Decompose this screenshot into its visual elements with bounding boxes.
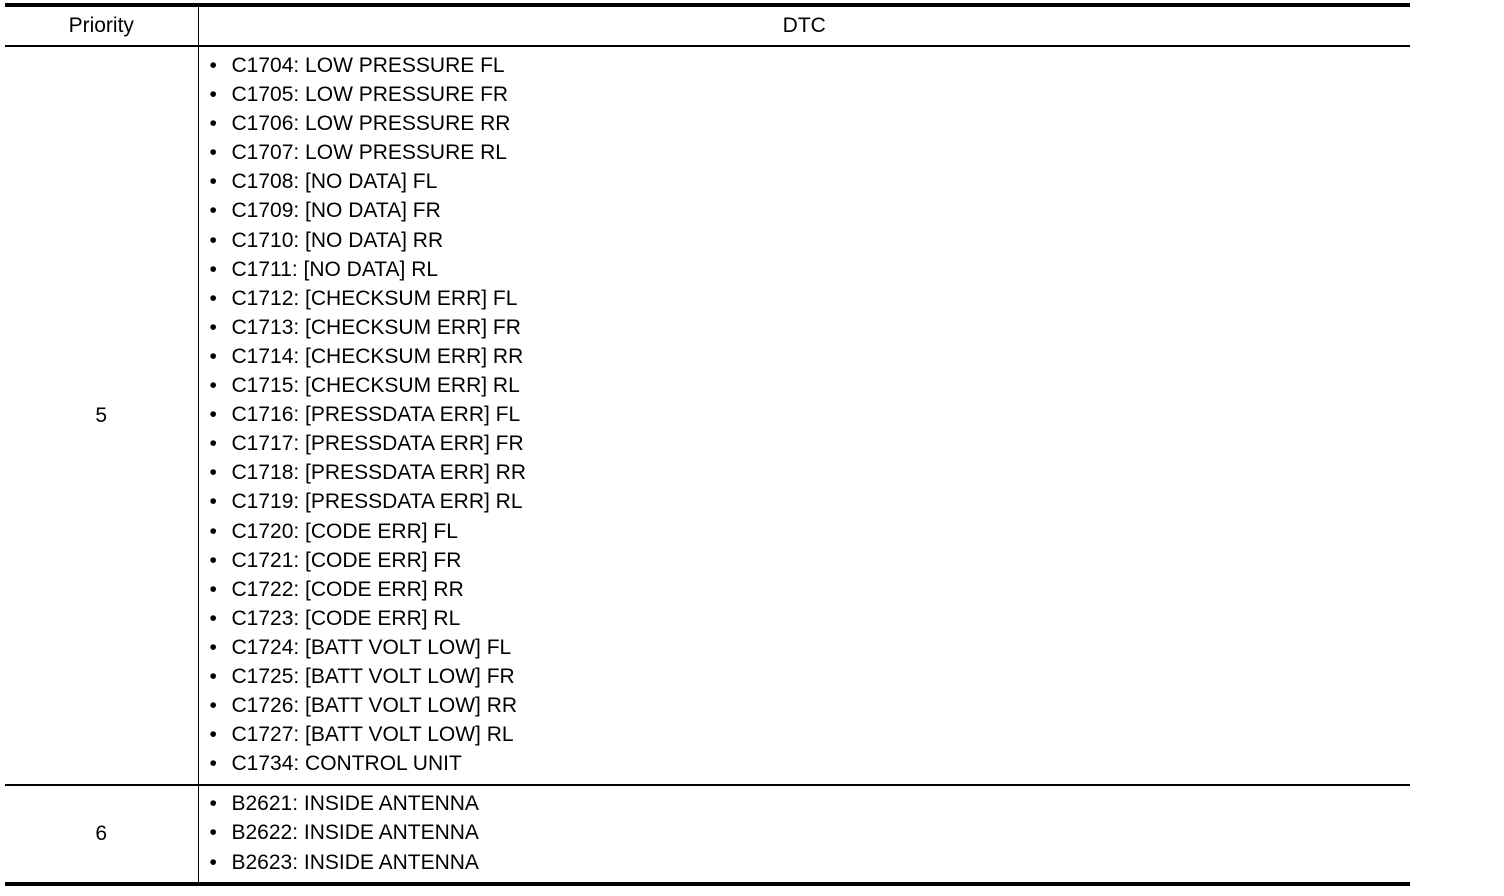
dtc-list xyxy=(199,51,1411,778)
list-item xyxy=(210,371,1411,400)
bullet-icon: • xyxy=(209,170,217,194)
dtc-code-text: C1705: LOW PRESSURE FR xyxy=(231,83,509,107)
dtc-code-text: C1725: [BATT VOLT LOW] FR xyxy=(231,664,515,688)
list-item xyxy=(210,818,1411,847)
bullet-icon: • xyxy=(209,257,217,281)
bullet-icon: • xyxy=(209,432,217,456)
dtc-code-text: C1722: [CODE ERR] RR xyxy=(231,577,464,601)
bullet-icon: • xyxy=(209,344,217,368)
list-item xyxy=(210,662,1411,691)
bullet-icon: • xyxy=(209,821,217,845)
bullet-icon: • xyxy=(209,519,217,543)
list-item xyxy=(210,255,1411,284)
bullet-icon: • xyxy=(209,752,217,776)
list-item xyxy=(210,342,1411,371)
list-item xyxy=(210,487,1411,516)
dtc-code-text: C1712: [CHECKSUM ERR] FL xyxy=(231,286,518,310)
list-item xyxy=(210,51,1411,80)
list-item xyxy=(210,546,1411,575)
bullet-icon: • xyxy=(209,199,217,223)
dtc-code-text: C1709: [NO DATA] FR xyxy=(231,199,441,223)
dtc-code-text: C1715: [CHECKSUM ERR] RL xyxy=(231,374,520,398)
table-header-row xyxy=(5,5,1410,46)
dtc-code-text: C1707: LOW PRESSURE RL xyxy=(231,141,507,165)
list-item xyxy=(210,789,1411,818)
list-item xyxy=(210,226,1411,255)
dtc-code-text: C1721: [CODE ERR] FR xyxy=(231,548,462,572)
dtc-cell xyxy=(198,46,1410,785)
bullet-icon: • xyxy=(209,228,217,252)
bullet-icon: • xyxy=(209,315,217,339)
dtc-code-text: C1710: [NO DATA] RR xyxy=(231,228,444,252)
priority-cell: 5 xyxy=(5,46,198,785)
priority-cell: 6 xyxy=(5,785,198,883)
list-item xyxy=(210,80,1411,109)
dtc-code-text: C1706: LOW PRESSURE RR xyxy=(231,112,511,136)
dtc-code-text: C1727: [BATT VOLT LOW] RL xyxy=(231,723,514,747)
bullet-icon: • xyxy=(209,635,217,659)
bullet-icon: • xyxy=(209,577,217,601)
dtc-priority-table xyxy=(5,3,1410,886)
bullet-icon: • xyxy=(209,606,217,630)
dtc-code-text: C1714: [CHECKSUM ERR] RR xyxy=(231,344,524,368)
list-item xyxy=(210,633,1411,662)
dtc-code-text: C1716: [PRESSDATA ERR] FL xyxy=(231,403,521,427)
list-item xyxy=(210,138,1411,167)
list-item xyxy=(210,604,1411,633)
dtc-column-header: DTC xyxy=(198,5,1410,46)
dtc-code-text: B2621: INSIDE ANTENNA xyxy=(231,792,479,816)
list-item xyxy=(210,167,1411,196)
dtc-code-text: C1724: [BATT VOLT LOW] FL xyxy=(231,635,512,659)
list-item xyxy=(210,749,1411,778)
bullet-icon: • xyxy=(209,374,217,398)
dtc-code-text: C1734: CONTROL UNIT xyxy=(231,752,462,776)
list-item xyxy=(210,720,1411,749)
bullet-icon: • xyxy=(209,141,217,165)
dtc-code-text: C1713: [CHECKSUM ERR] FR xyxy=(231,315,521,339)
bullet-icon: • xyxy=(209,490,217,514)
list-item xyxy=(210,109,1411,138)
dtc-code-text: C1704: LOW PRESSURE FL xyxy=(231,54,505,77)
list-item xyxy=(210,196,1411,225)
dtc-code-text: B2622: INSIDE ANTENNA xyxy=(231,821,479,845)
list-item xyxy=(210,313,1411,342)
list-item xyxy=(210,691,1411,720)
table-row xyxy=(5,785,1410,883)
bullet-icon: • xyxy=(209,54,217,77)
table-row xyxy=(5,46,1410,785)
list-item xyxy=(210,400,1411,429)
bullet-icon: • xyxy=(209,461,217,485)
dtc-code-text: C1717: [PRESSDATA ERR] FR xyxy=(231,432,524,456)
dtc-list xyxy=(199,789,1411,876)
list-item xyxy=(210,575,1411,604)
dtc-code-text: C1720: [CODE ERR] FL xyxy=(231,519,458,543)
bullet-icon: • xyxy=(209,548,217,572)
bullet-icon: • xyxy=(209,694,217,718)
bullet-icon: • xyxy=(209,792,217,816)
bullet-icon: • xyxy=(209,664,217,688)
bullet-icon: • xyxy=(209,403,217,427)
bullet-icon: • xyxy=(209,112,217,136)
bullet-icon: • xyxy=(209,83,217,107)
list-item xyxy=(210,284,1411,313)
bullet-icon: • xyxy=(209,850,217,874)
bullet-icon: • xyxy=(209,723,217,747)
list-item xyxy=(210,429,1411,458)
dtc-code-text: C1718: [PRESSDATA ERR] RR xyxy=(231,461,526,485)
priority-column-header: Priority xyxy=(5,5,198,46)
dtc-code-text: B2623: INSIDE ANTENNA xyxy=(231,850,479,874)
bullet-icon: • xyxy=(209,286,217,310)
list-item xyxy=(210,848,1411,877)
dtc-code-text: C1708: [NO DATA] FL xyxy=(231,170,438,194)
dtc-code-text: C1719: [PRESSDATA ERR] RL xyxy=(231,490,523,514)
dtc-code-text: C1723: [CODE ERR] RL xyxy=(231,606,461,630)
dtc-code-text: C1711: [NO DATA] RL xyxy=(231,257,439,281)
list-item xyxy=(210,458,1411,487)
table-body xyxy=(5,46,1410,884)
list-item xyxy=(210,517,1411,546)
dtc-cell xyxy=(198,785,1410,883)
dtc-code-text: C1726: [BATT VOLT LOW] RR xyxy=(231,694,518,718)
